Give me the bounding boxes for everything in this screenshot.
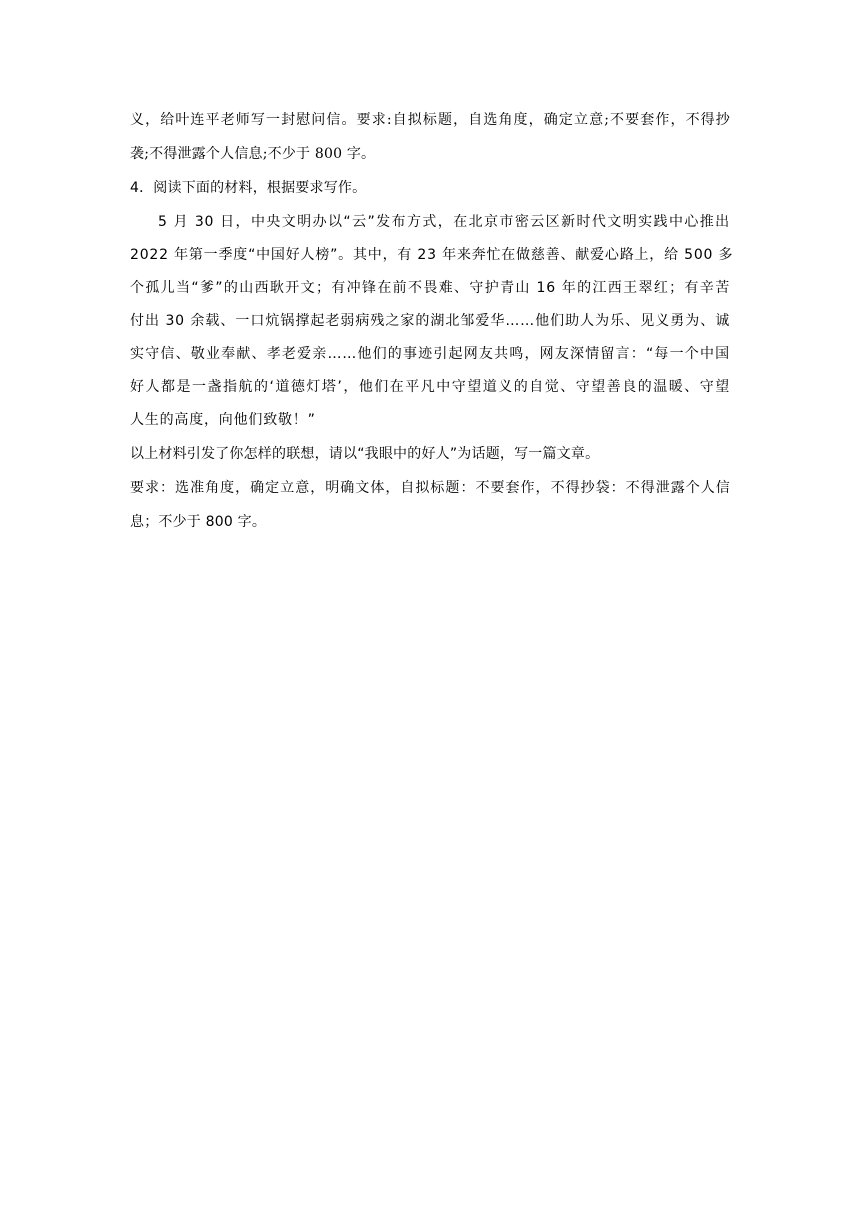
- writing-prompt: 以上材料引发了你怎样的联想，请以“我眼中的好人”为话题，写一篇文章。: [130, 446, 600, 462]
- requirement-line-2: 息；不少于 800 字。: [130, 514, 267, 530]
- question-4-title: 4．阅读下面的材料，根据要求写作。: [130, 180, 367, 196]
- material-line-2: 2022 年第一季度“中国好人榜”。其中，有 23 年来奔忙在做慈善、献爱心路上，给 500 多: [130, 247, 734, 263]
- material-line-6: 好人都是一盏指航的‘道德灯塔’，他们在平凡中守望道义的自觉、守望善良的温暖、守望: [130, 379, 730, 395]
- material-line-4: 付出 30 余载、一口炕锅撑起老弱病残之家的湖北邹爱华……他们助人为乐、见义勇为、诚: [130, 313, 730, 329]
- paragraph-line-2: 袭;不得泄露个人信息;不少于 800 字。: [130, 146, 376, 162]
- material-line-7: 人生的高度，向他们致敬！”: [130, 412, 316, 428]
- material-line-1: 5 月 30 日，中央文明办以“云”发布方式，在北京市密云区新时代文明实践中心推出: [158, 214, 730, 230]
- paragraph-line-1: 义，给叶连平老师写一封慰问信。要求:自拟标题，自选角度，确定立意;不要套作，不得抄: [130, 112, 730, 128]
- requirement-line-1: 要求：选准角度，确定立意，明确文体，自拟标题：不要套作，不得抄袋：不得泄露个人信: [130, 480, 730, 496]
- material-line-3: 个孤儿当“爹”的山西耿开文；有冲锋在前不畏难、守护青山 16 年的江西王翠红；有辛苦: [130, 280, 730, 296]
- material-line-5: 实守信、敬业奉献、孝老爱亲……他们的事迹引起网友共鸣，网友深情留言：“每一个中国: [130, 346, 730, 362]
